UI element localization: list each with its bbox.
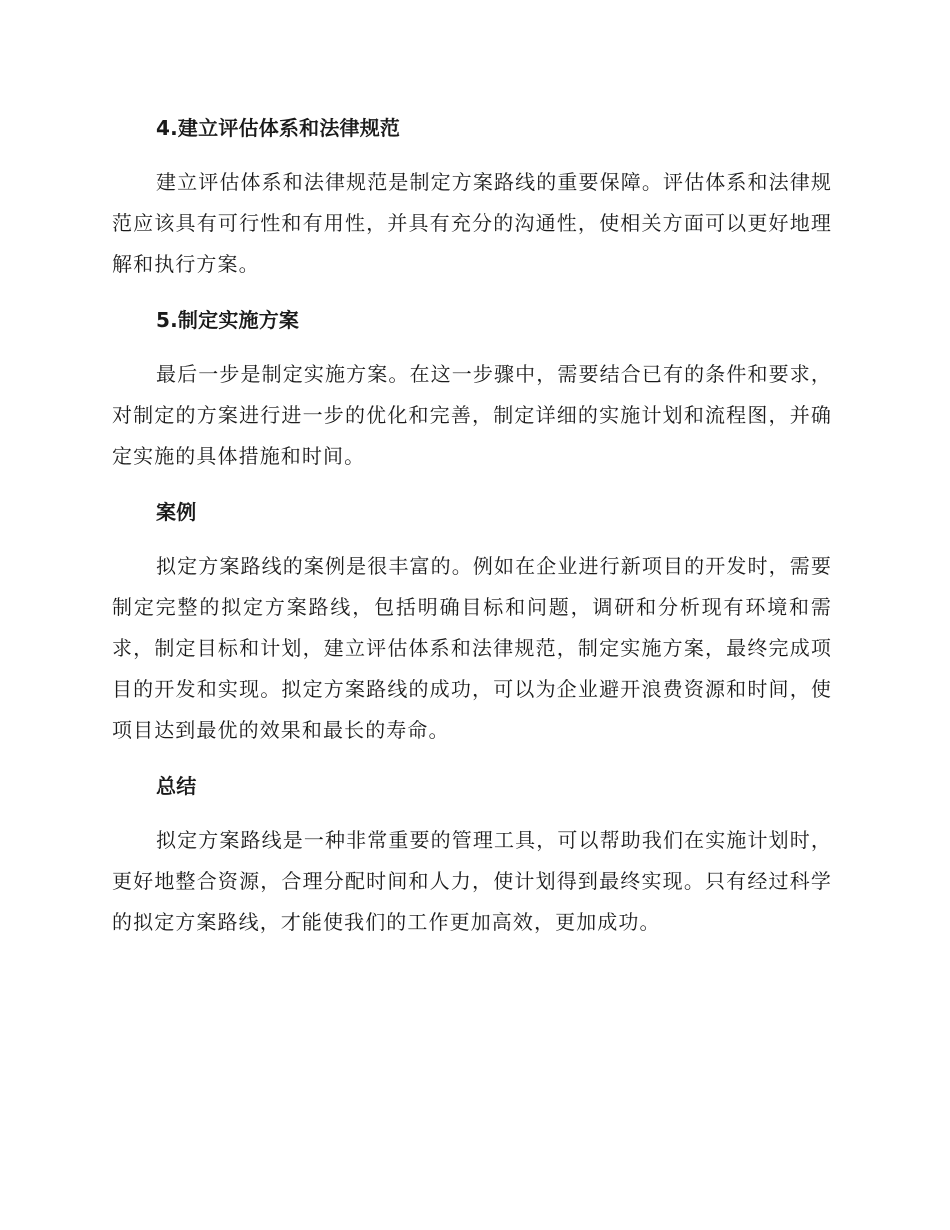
section-evaluation-and-law xyxy=(112,108,832,285)
section-case xyxy=(112,492,832,751)
section-paragraph: 最后一步是制定实施方案。在这一步骤中，需要结合已有的条件和要求，对制定的方案进行进一步的优化和完善，制定详细的实施计划和流程图，并确定实施的具体措施和时间。 xyxy=(112,362,832,468)
section-paragraph: 拟定方案路线的案例是很丰富的。例如在企业进行新项目的开发时，需要制定完整的拟定方案路线，包括明确目标和问题，调研和分析现有环境和需求，制定目标和计划，建立评估体系和法律规范，制定实施方案，最终完成项目的开发和实现。拟定方案路线的成功，可以为企业避开浪费资源和时间，使项目达到最优的效果和最长的寿命。 xyxy=(112,554,832,742)
section-summary xyxy=(112,766,832,943)
section-heading: 案例 xyxy=(156,500,197,524)
document-page xyxy=(112,108,832,958)
section-paragraph: 拟定方案路线是一种非常重要的管理工具，可以帮助我们在实施计划时，更好地整合资源，合理分配时间和人力，使计划得到最终实现。只有经过科学的拟定方案路线，才能使我们的工作更加高效，更加成功。 xyxy=(112,828,832,934)
section-paragraph: 建立评估体系和法律规范是制定方案路线的重要保障。评估体系和法律规范应该具有可行性和有用性，并具有充分的沟通性，使相关方面可以更好地理解和执行方案。 xyxy=(112,170,832,276)
section-heading: 总结 xyxy=(156,774,197,798)
section-heading: 5.制定实施方案 xyxy=(156,308,300,332)
section-implementation-plan xyxy=(112,300,832,477)
section-heading: 4.建立评估体系和法律规范 xyxy=(156,116,401,140)
